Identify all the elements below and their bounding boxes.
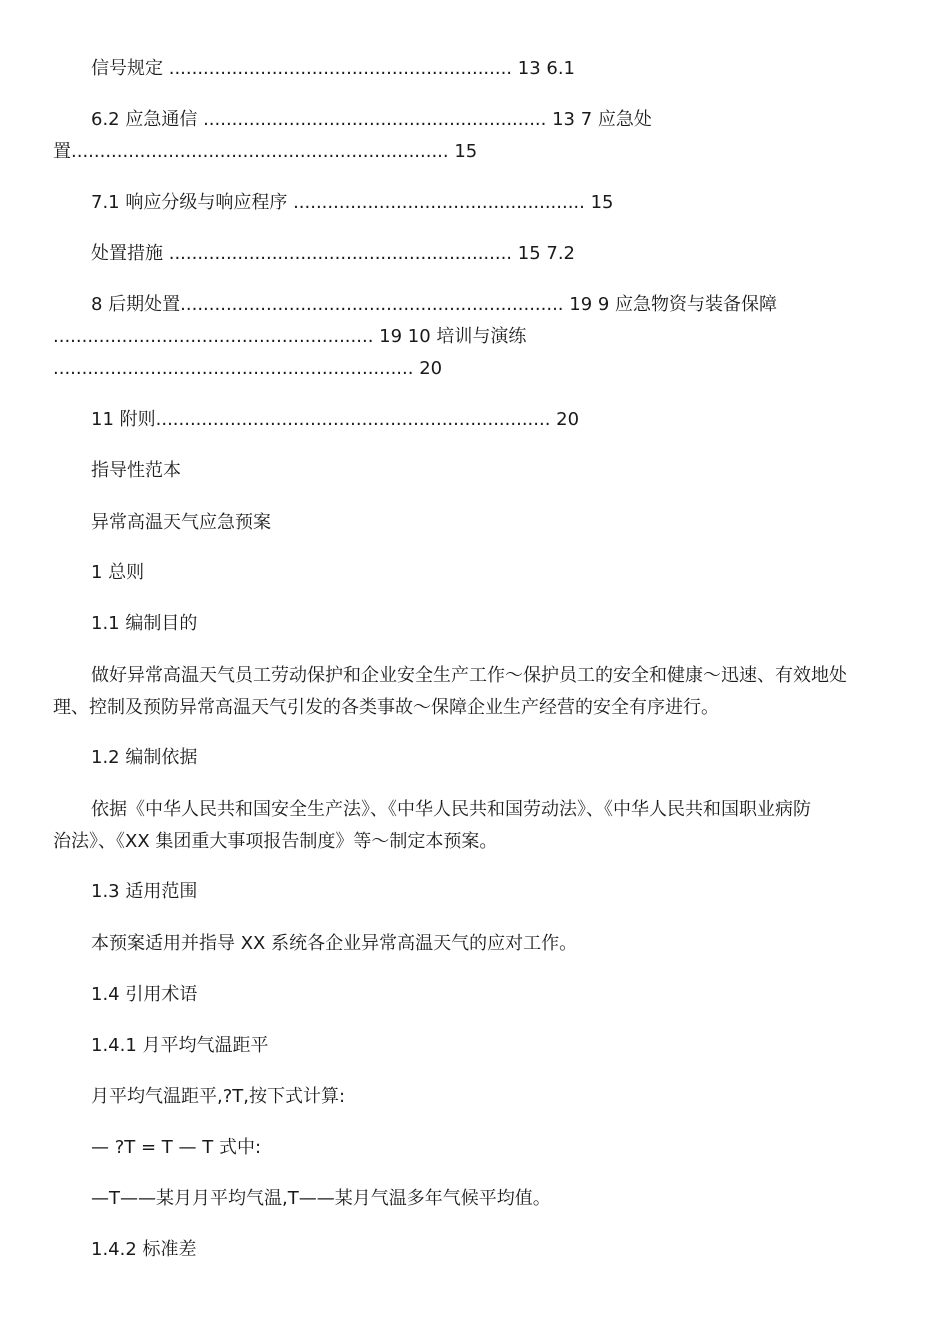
- section-heading: 1.3 适用范围: [91, 881, 198, 902]
- toc-line: 11 附则..................................................................... 20: [91, 409, 580, 430]
- toc-line: 信号规定 ............................................................ 13 6.1: [91, 58, 575, 79]
- toc-line: ............................................................... 20: [53, 358, 443, 379]
- section-heading: 1.4.1 月平均气温距平: [91, 1035, 269, 1056]
- paragraph-line: 理、控制及预防异常高温天气引发的各类事故～保障企业生产经营的安全有序进行。: [53, 697, 719, 718]
- guide-label: 指导性范本: [91, 460, 181, 481]
- formula-line: — ?T = T — T 式中:: [91, 1137, 262, 1158]
- toc-line: 7.1 响应分级与响应程序 ................................................... 15: [91, 192, 614, 213]
- toc-line: 置.................................................................. 15: [53, 141, 478, 162]
- document-title: 异常高温天气应急预案: [91, 512, 271, 533]
- paragraph-line: 做好异常高温天气员工劳动保护和企业安全生产工作～保护员工的安全和健康～迅速、有效地处: [91, 665, 847, 686]
- toc-line: ........................................................ 19 10 培训与演练: [53, 326, 527, 347]
- section-heading: 1.1 编制目的: [91, 613, 198, 634]
- section-heading: 1.4 引用术语: [91, 984, 198, 1005]
- toc-line: 8 后期处置................................................................... 19 9 应急物资与装备保障: [91, 294, 778, 315]
- section-heading: 1 总则: [91, 562, 145, 583]
- paragraph-line: 本预案适用并指导 XX 系统各企业异常高温天气的应对工作。: [91, 933, 578, 954]
- section-heading: 1.4.2 标准差: [91, 1239, 197, 1260]
- toc-line: 处置措施 ............................................................ 15 7.2: [91, 243, 575, 264]
- paragraph-line: —T——某月月平均气温,T——某月气温多年气候平均值。: [91, 1188, 551, 1209]
- paragraph-line: 月平均气温距平,?T,按下式计算:: [91, 1086, 346, 1107]
- paragraph-line: 治法》、《XX 集团重大事项报告制度》等～制定本预案。: [53, 831, 498, 852]
- toc-line: 6.2 应急通信 ............................................................ 13 7 应急处: [91, 109, 652, 130]
- section-heading: 1.2 编制依据: [91, 747, 198, 768]
- paragraph-line: 依据《中华人民共和国安全生产法》、《中华人民共和国劳动法》、《中华人民共和国职业病防: [91, 799, 811, 820]
